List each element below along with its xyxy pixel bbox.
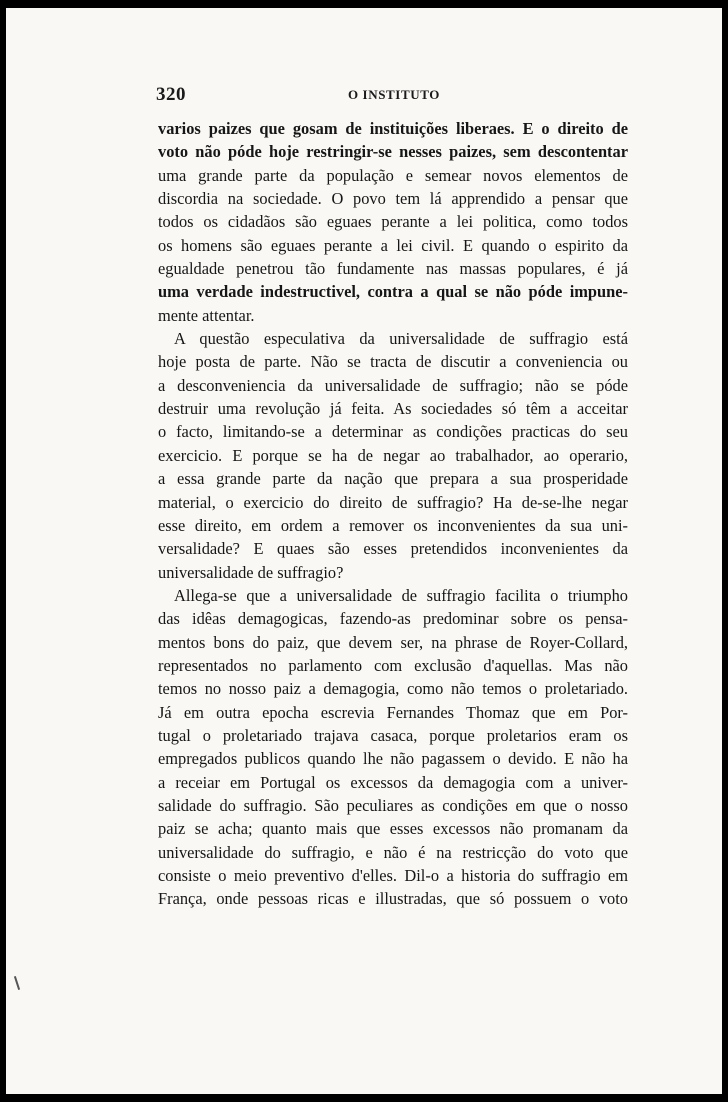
text-line: temos no nosso paiz a demagogia, como não temos o proletariado. xyxy=(158,679,628,699)
text-line: destruir uma revolução já feita. As sociedades só têm a acceitar xyxy=(158,399,628,419)
text-line: salidade do suffragio. São peculiares as condições em que o nosso xyxy=(158,795,628,815)
text-line: versalidade? E quaes são esses pretendidos inconvenientes da xyxy=(158,539,628,559)
text-line: universalidade do suffragio, e não é na restricção do voto que xyxy=(158,842,628,862)
text-line: empregados publicos quando lhe não pagassem o devido. E não ha xyxy=(158,749,628,769)
text-line: todos os cidadãos são eguaes perante a lei politica, como todos xyxy=(158,212,628,232)
text-line: uma verdade indestructivel, contra a qual se não póde impune- xyxy=(158,282,628,302)
text-line: Já em outra epocha escrevia Fernandes Thomaz que em Por- xyxy=(158,702,628,722)
text-line: universalidade de suffragio? xyxy=(158,562,344,582)
text-line: França, onde pessoas ricas e illustradas, que só possuem o voto xyxy=(158,889,628,909)
text-line: a receiar em Portugal os excessos da demagogia com a univer- xyxy=(158,772,628,792)
text-line: a essa grande parte da nação que prepara a sua prosperidade xyxy=(158,469,628,489)
text-line: exercicio. E porque se ha de negar ao trabalhador, ao operario, xyxy=(158,445,628,465)
text-line: representados no parlamento com exclusão d'aquellas. Mas não xyxy=(158,655,628,675)
text-line: voto não póde hoje restringir-se nesses paizes, sem descontentar xyxy=(158,142,628,162)
text-line: a desconveniencia da universalidade de suffragio; não se póde xyxy=(158,375,628,395)
text-line: varios paizes que gosam de instituições liberaes. E o direito de xyxy=(158,119,628,138)
page-header xyxy=(156,84,636,108)
running-title: O INSTITUTO xyxy=(348,87,440,102)
text-line: material, o exercicio do direito de suffragio? Ha de-se-lhe negar xyxy=(158,492,628,512)
text-line: mente attentar. xyxy=(158,305,255,325)
text-line: A questão especulativa da universalidade de suffragio está xyxy=(174,329,628,349)
text-line: tugal o proletariado trajava casaca, porque proletarios eram os xyxy=(158,725,628,745)
text-line: das idêas demagogicas, fazendo-as predominar sobre os pensa- xyxy=(158,609,628,629)
text-line: Allega-se que a universalidade de suffragio facilita o triumpho xyxy=(174,585,628,605)
text-line: paiz se acha; quanto mais que esses excessos não promanam da xyxy=(158,819,628,839)
page-number: 320 xyxy=(156,84,186,105)
text-line: egualdade penetrou tão fundamente nas massas populares, é já xyxy=(158,259,628,279)
text-line: hoje posta de parte. Não se tracta de discutir a conveniencia ou xyxy=(158,352,628,372)
text-line: esse direito, em ordem a remover os inconvenientes da sua uni- xyxy=(158,515,628,535)
text-line: consiste o meio preventivo d'elles. Dil-o a historia do suffragio em xyxy=(158,866,628,885)
text-line: o facto, limitando-se a determinar as condições practicas do seu xyxy=(158,422,628,442)
text-line: uma grande parte da população e semear novos elementos de xyxy=(158,165,628,185)
body-text xyxy=(158,117,628,911)
text-line: os homens são eguaes perante a lei civil. E quando o espirito da xyxy=(158,235,628,255)
text-line: mentos bons do paiz, que devem ser, na phrase de Royer-Collard, xyxy=(158,632,628,652)
text-line: discordia na sociedade. O povo tem lá apprendido a pensar que xyxy=(158,189,628,209)
